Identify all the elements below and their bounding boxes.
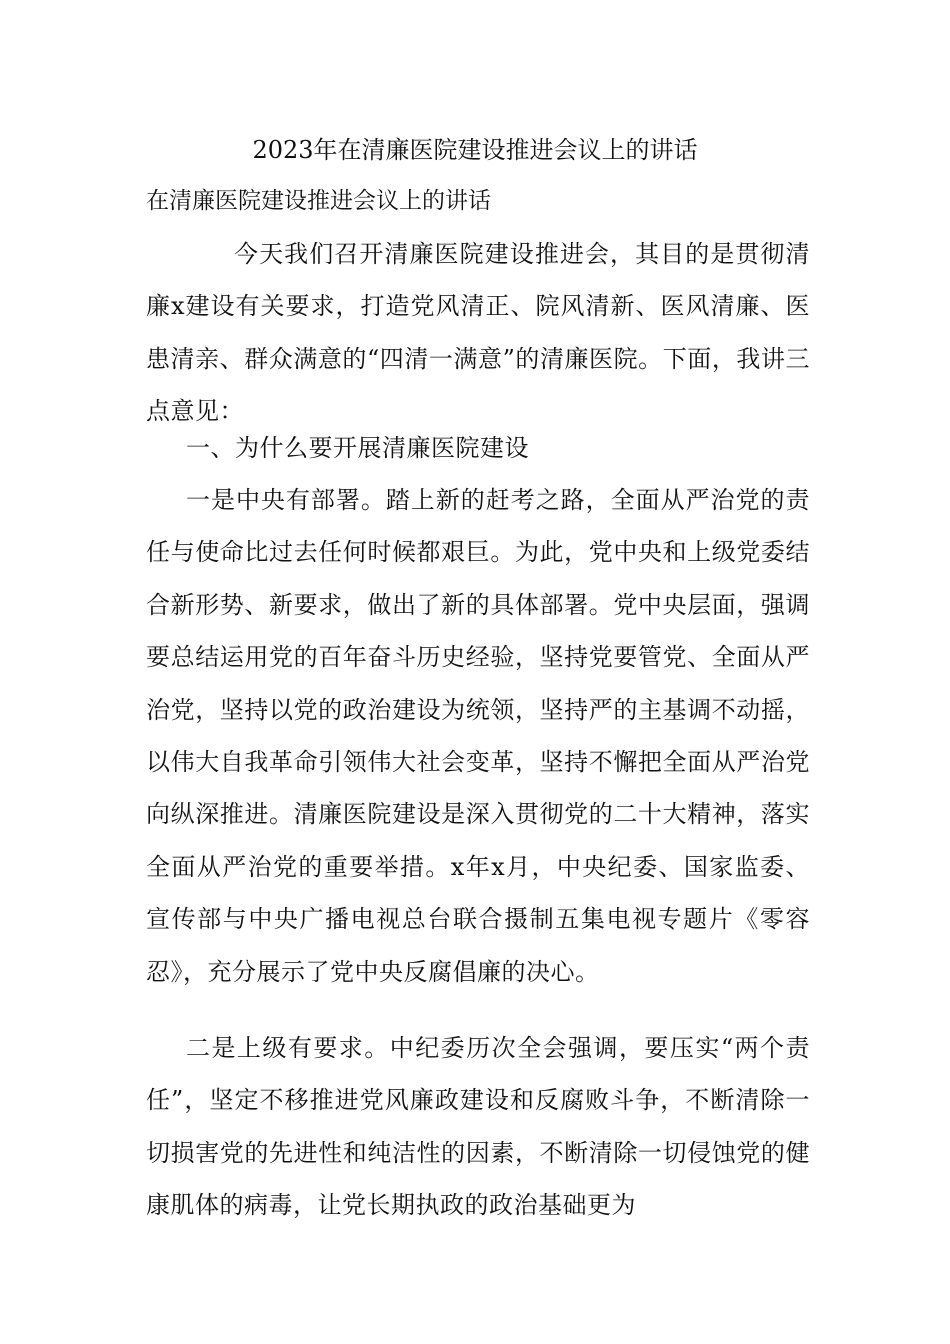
document-subtitle: 在清廉医院建设推进会议上的讲话 <box>146 188 491 214</box>
section-heading: 一、为什么要开展清廉医院建设 <box>186 434 529 462</box>
document-title: 2023年在清廉医院建设推进会议上的讲话 <box>252 136 698 164</box>
paragraph-point-one: 一是中央有部署。踏上新的赶考之路，全面从严治党的责任与使命比过去任何时候都艰巨。为此，党中央和上级党委结合新形势、新要求，做出了新的具体部署。党中央层面，强调要总结运用党的百年奋斗历史经验，坚持党要管党、全面从严治党，坚持以党的政治建设为统领，坚持严的主基调不动摇，以伟大自我革命引领伟大社会变革，坚持不懈把全面从严治党向纵深推进。清廉医院建设是深入贯彻党的二十大精神，落实全面从严治党的重要举措。x年x月，中央纪委、国家监委、宣传部与中央广播电视总台联合摄制五集电视专题片《零容忍》，充分展示了党中央反腐倡廉的决心。 <box>146 486 810 986</box>
paragraph-point-two: 二是上级有要求。中纪委历次全会强调，要压实“两个责任”，坚定不移推进党风廉政建设和反腐败斗争，不断清除一切损害党的先进性和纯洁性的因素，不断清除一切侵蚀党的健康肌体的病毒，让党长期执政的政治基础更为 <box>146 1034 810 1220</box>
intro-paragraph: 今天我们召开清廉医院建设推进会，其目的是贯彻清廉x建设有关要求，打造党风清正、院风清新、医风清廉、医患清亲、群众满意的“四清一满意”的清廉医院。下面，我讲三点意见： <box>146 240 810 426</box>
